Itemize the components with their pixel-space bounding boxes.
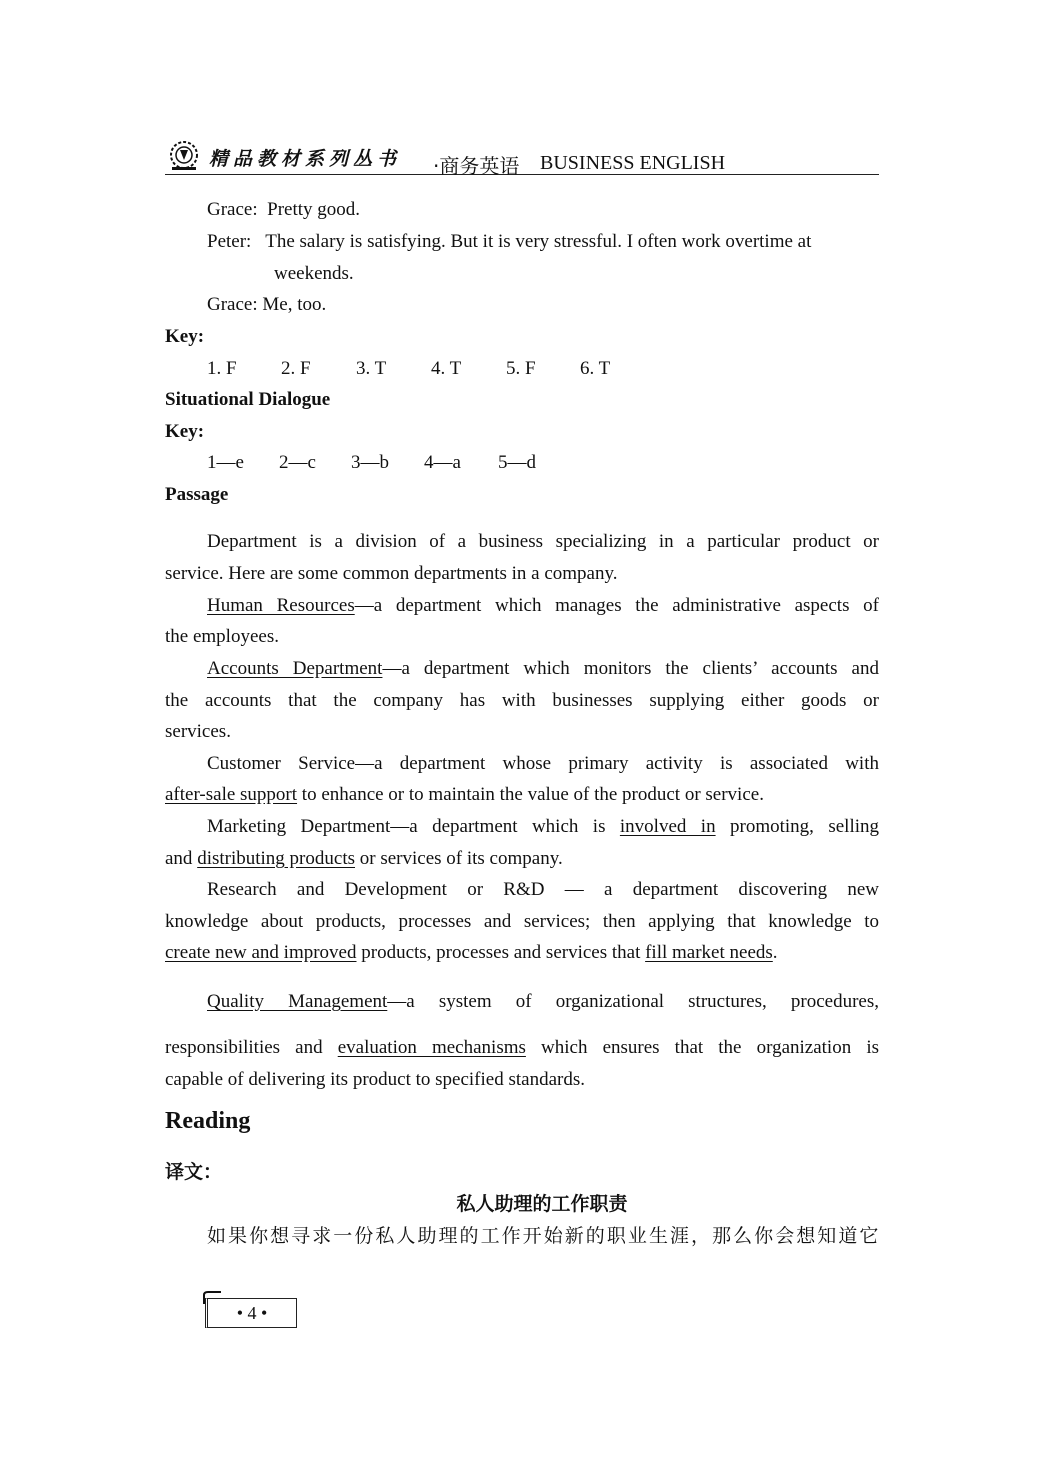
series-title: 精品教材系列丛书 xyxy=(209,148,402,170)
paragraph-line: 如果你想寻求一份私人助理的工作开始新的职业生涯，那么你会想知道它 xyxy=(207,1225,879,1247)
definition-text: which ensures that the organization is xyxy=(525,1037,880,1058)
paragraph-line: knowledge about products, processes and services; then applying that knowledge to xyxy=(165,911,879,932)
paragraph-line: service. Here are some common departments in a company. xyxy=(165,563,618,584)
dialogue-text: The salary is satisfying. But it is very stressful. I often work overtime at xyxy=(265,231,812,252)
answer: 5. F xyxy=(506,358,536,379)
key-heading: Key: xyxy=(165,326,205,347)
reading-heading: Reading xyxy=(165,1108,251,1134)
definition-text: products, processes and services that xyxy=(356,942,646,963)
definition-text: —a department which manages the administrative aspects of xyxy=(354,595,879,616)
paragraph-line xyxy=(165,594,879,618)
speaker-name: Peter: xyxy=(207,231,252,252)
paragraph-line: the accounts that the company has with businesses supplying either goods or xyxy=(165,690,879,711)
page-number-box xyxy=(205,1298,297,1328)
term-after-sale-support: after-sale support xyxy=(165,784,298,805)
answer: 4—a xyxy=(424,452,461,473)
paragraph-line xyxy=(165,657,879,681)
term-fill-market-needs: fill market needs xyxy=(645,942,773,963)
key-answers xyxy=(207,451,536,475)
dialogue-line xyxy=(207,293,326,317)
header-title-en: BUSINESS ENGLISH xyxy=(540,152,726,174)
dialogue-text: Me, too. xyxy=(262,294,327,315)
answer: 6. T xyxy=(580,358,611,379)
speaker-name: Grace: xyxy=(207,199,258,220)
paragraph-line xyxy=(165,990,879,1014)
answer: 3. T xyxy=(356,358,387,379)
header-title-cn xyxy=(433,150,519,179)
page-header xyxy=(165,138,879,178)
answer: 2—c xyxy=(279,452,316,473)
header-dot: · xyxy=(433,154,440,178)
answer: 3—b xyxy=(351,452,389,473)
definition-text: —a department which monitors the clients’ accounts and xyxy=(382,658,879,679)
paragraph-line: capable of delivering its product to specified standards. xyxy=(165,1069,585,1090)
definition-text: promoting, selling xyxy=(715,816,879,837)
paragraph-line xyxy=(165,1036,879,1060)
page-number: • 4 • xyxy=(236,1303,268,1323)
answer: 4. T xyxy=(431,358,462,379)
translation-label: 译文： xyxy=(165,1161,223,1183)
term-create-new-and-improved: create new and improved xyxy=(165,942,357,963)
paragraph-line: Customer Service—a department whose primary activity is associated with xyxy=(207,753,879,774)
term-quality-management: Quality Management xyxy=(207,991,388,1012)
paragraph-line: Department is a division of a business specializing in a particular product or xyxy=(207,531,879,552)
definition-text: or services of its company. xyxy=(355,848,563,869)
dialogue-line xyxy=(207,230,879,254)
paragraph-line xyxy=(165,815,879,839)
dialogue-continuation: weekends. xyxy=(274,263,354,284)
answer: 5—d xyxy=(498,452,536,473)
section-heading: Passage xyxy=(165,484,229,505)
answer: 2. F xyxy=(281,358,311,379)
paragraph-line: Research and Development or R&D — a department discovering new xyxy=(207,879,879,900)
definition-text: to enhance or to maintain the value of the product or service. xyxy=(297,784,764,805)
term-evaluation-mechanisms: evaluation mechanisms xyxy=(337,1037,526,1058)
term-distributing-products: distributing products xyxy=(197,848,355,869)
paragraph-line: services. xyxy=(165,721,231,742)
definition-text: —a system of organizational structures, procedures, xyxy=(387,991,879,1012)
speaker-name: Grace: xyxy=(207,294,258,315)
answer: 1. F xyxy=(207,358,237,379)
dialogue-line xyxy=(207,198,360,222)
term-involved-in: involved in xyxy=(619,816,716,837)
book-series-logo xyxy=(167,140,201,172)
article-title: 私人助理的工作职责 xyxy=(456,1193,628,1215)
definition-text: Marketing Department—a department which is xyxy=(207,816,620,837)
header-title-cn-text: 商务英语 xyxy=(439,154,520,178)
paragraph-line xyxy=(165,941,778,965)
dialogue-text: Pretty good. xyxy=(267,199,361,220)
term-accounts-department: Accounts Department xyxy=(207,658,383,679)
key-heading: Key: xyxy=(165,421,205,442)
answer: 1—e xyxy=(207,452,244,473)
paragraph-line: the employees. xyxy=(165,626,279,647)
definition-text: and xyxy=(165,848,198,869)
definition-text: . xyxy=(772,942,778,963)
definition-text: responsibilities and xyxy=(165,1037,338,1058)
paragraph-line xyxy=(165,847,563,871)
key-answers xyxy=(207,357,610,381)
paragraph-line xyxy=(165,783,764,807)
term-human-resources: Human Resources xyxy=(207,595,355,616)
section-heading: Situational Dialogue xyxy=(165,389,331,410)
